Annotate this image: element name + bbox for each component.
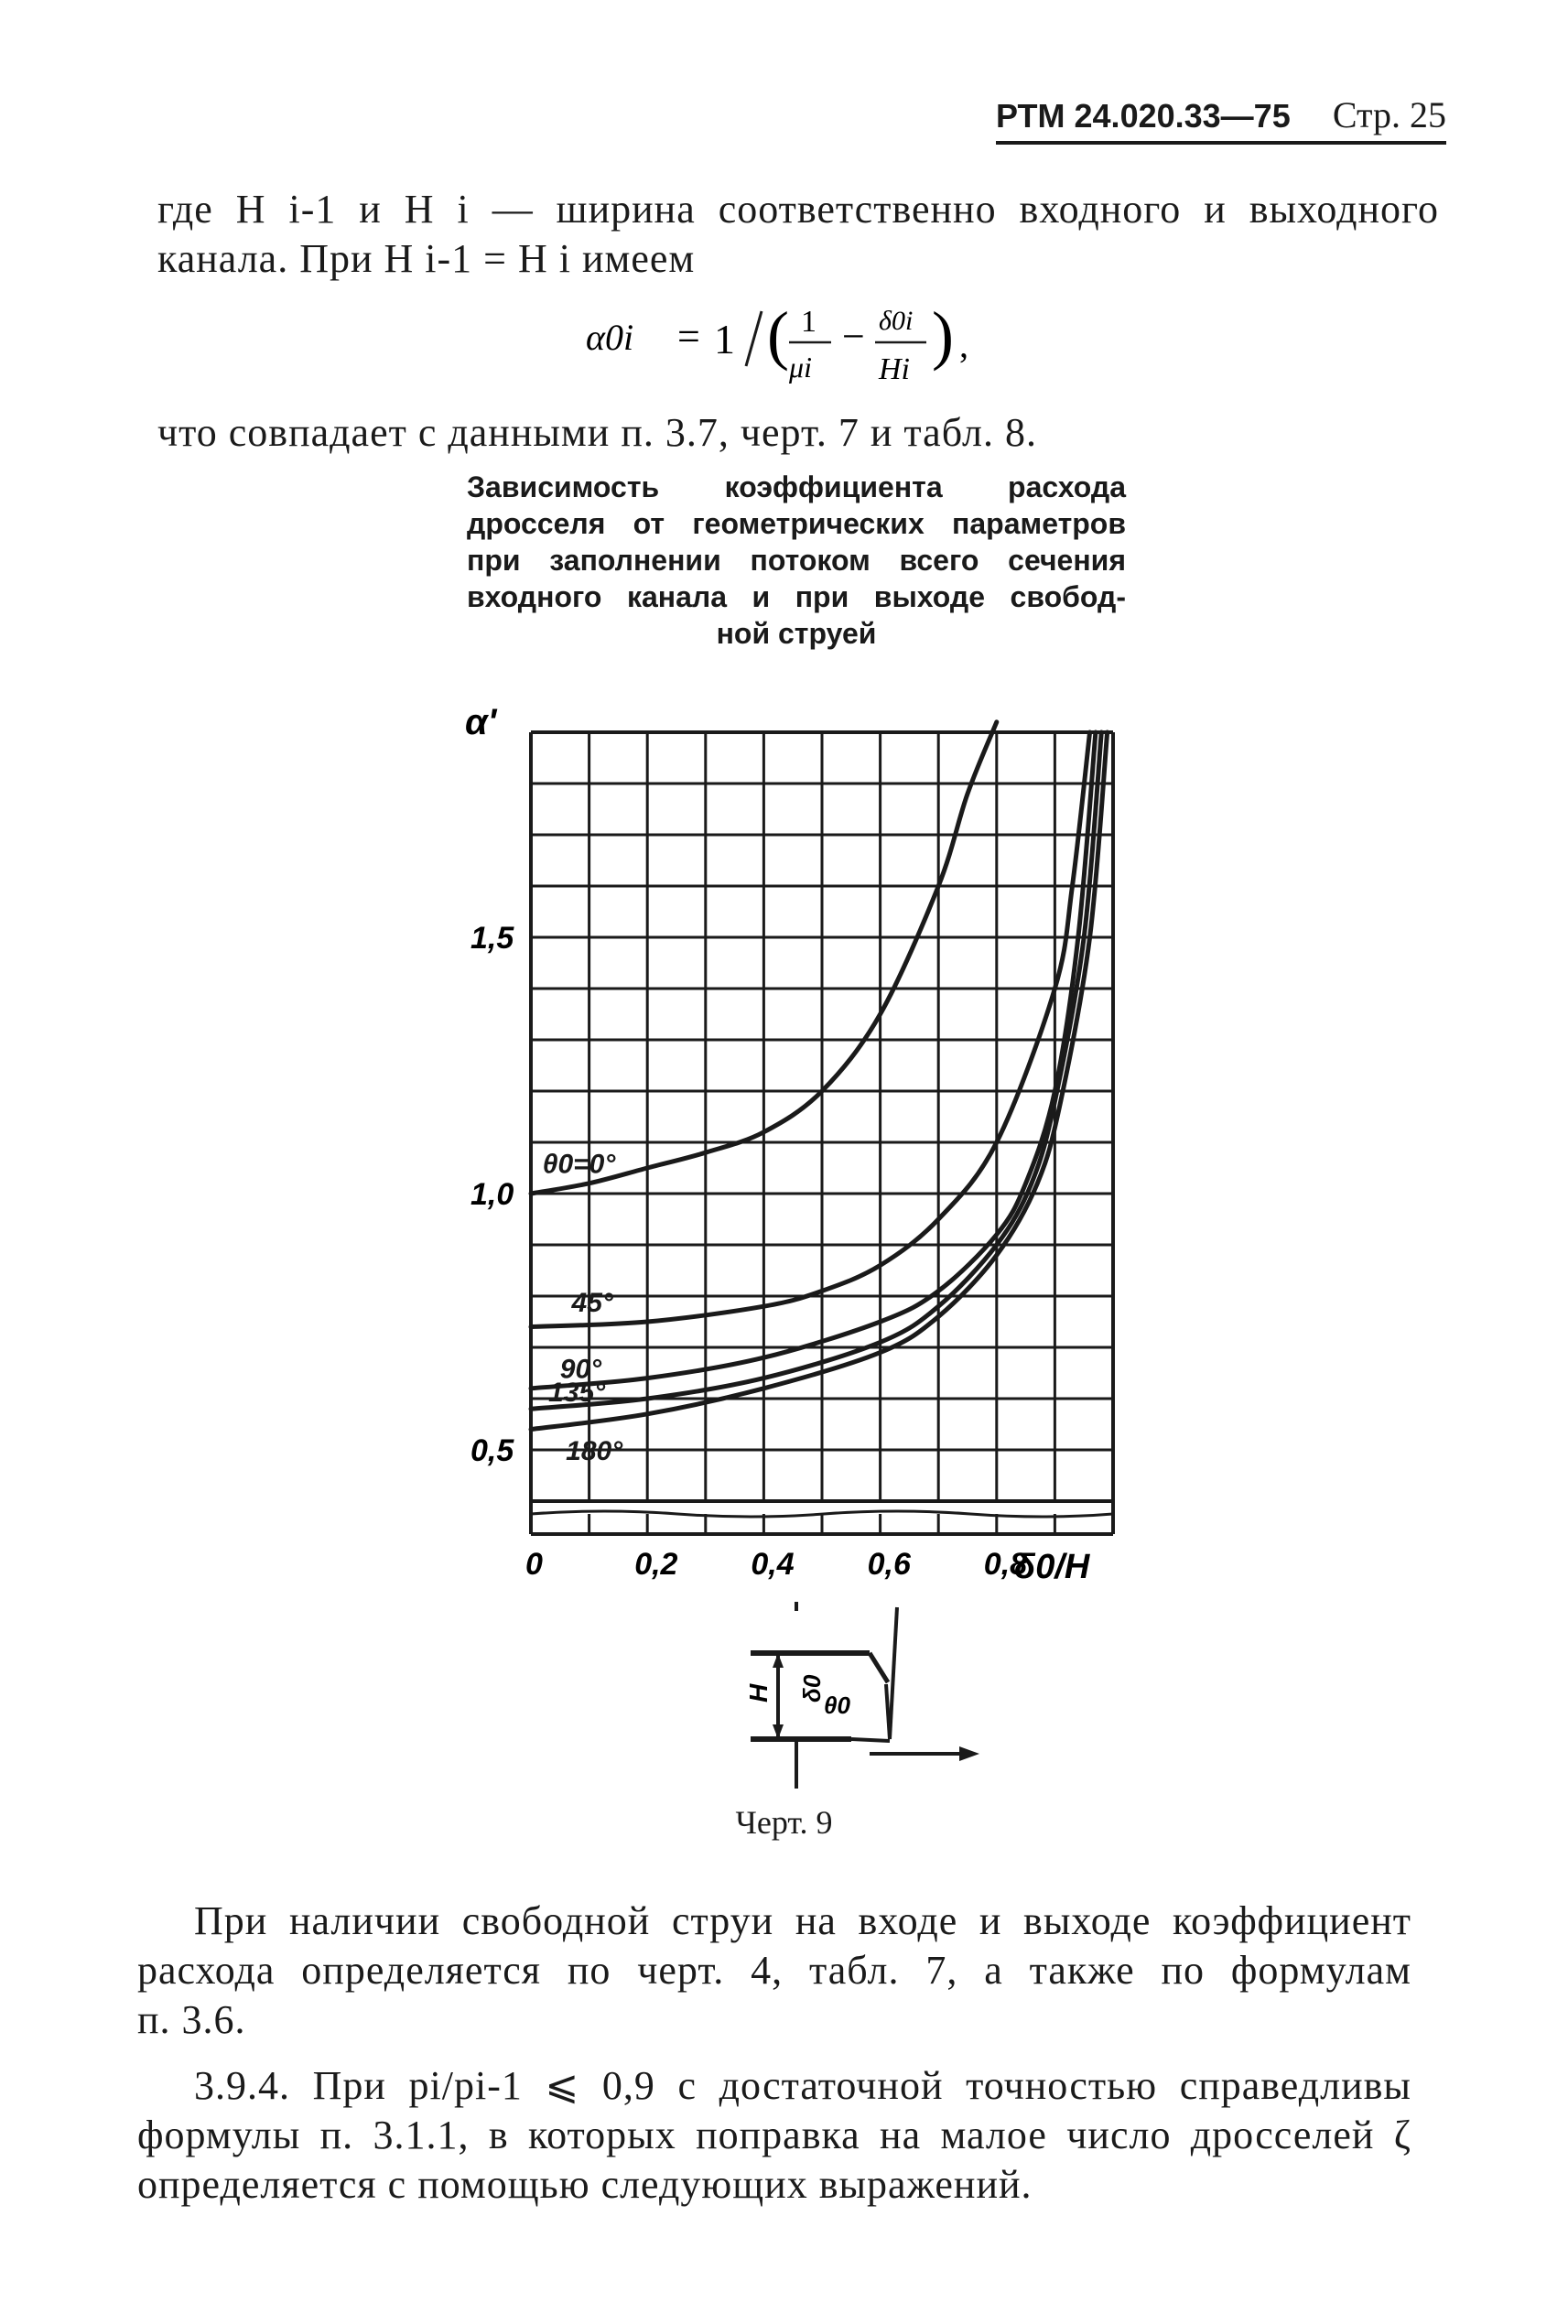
formula-delta: δ0i — [879, 306, 914, 336]
para3-line-2: формулы п. 3.1.1, в которых поправка на малое число дросселей ζ — [137, 2113, 1411, 2157]
caption-line: ной струей — [716, 617, 877, 650]
y-tick-label: 1,5 — [470, 921, 514, 956]
svg-text:,: , — [959, 324, 968, 365]
page-header — [996, 93, 1446, 145]
chart — [439, 696, 1153, 1611]
series-label: θ0=0° — [542, 1149, 616, 1180]
schematic-theta-label: θ0 — [824, 1692, 850, 1719]
para3-line-1: 3.9.4. При pi/pi-1 ⩽ 0,9 с достаточной точностью справедливы — [194, 2063, 1411, 2108]
schematic-h-label: H — [744, 1683, 773, 1702]
formula-h: Hi — [879, 352, 910, 386]
para2-line-3: п. 3.6. — [137, 1997, 246, 2042]
caption-line: при заполнении потоком всего сечения — [467, 544, 1126, 577]
formula-lhs: α0i — [586, 317, 634, 358]
caption-line: входного канала и при выходе свобод- — [467, 580, 1126, 613]
y-axis-label: α' — [465, 702, 497, 742]
svg-text:=: = — [677, 314, 700, 359]
formula-numerator-one: 1 — [801, 305, 816, 339]
series-line — [531, 732, 1096, 1389]
series-label: 135° — [548, 1377, 606, 1408]
series-label: 180° — [566, 1436, 623, 1467]
x-tick-label: 0,2 — [634, 1547, 678, 1582]
para2-line-2: расхода определяется по черт. 4, табл. 7, а также по формулам — [137, 1948, 1411, 1993]
chart-grid — [531, 732, 1113, 1534]
para2-line-1: При наличии свободной струи на входе и выходе коэффициент — [194, 1898, 1411, 1943]
x-tick-label: 0,6 — [867, 1547, 911, 1582]
schematic-delta-label: δ0 — [798, 1674, 826, 1702]
x-tick-label: 0,4 — [751, 1547, 795, 1582]
series-label: 45° — [571, 1287, 613, 1318]
svg-text:(: ( — [767, 298, 789, 372]
x-tick-label: 0,8 — [983, 1547, 1028, 1582]
schematic-diagram — [696, 1593, 1025, 1794]
formula-mu: μi — [789, 351, 812, 384]
after-formula-text: что совпадает с данными п. 3.7, черт. 7 и табл. 8. — [157, 410, 1037, 455]
formula — [586, 293, 1007, 394]
formula-one: 1 — [714, 316, 735, 362]
y-tick-label: 1,0 — [470, 1177, 514, 1212]
intro-line-2: канала. При H i-1 = H i имеем — [157, 236, 696, 281]
x-tick-label: 0 — [525, 1547, 543, 1582]
svg-text:−: − — [842, 314, 865, 359]
intro-line-1: где H i-1 и H i — ширина соответственно входного и выходного — [157, 187, 1439, 232]
svg-text:): ) — [932, 298, 954, 372]
page-number: Стр. 25 — [1332, 94, 1446, 135]
chart-labels — [470, 921, 1027, 1582]
caption-line: дросселя от геометрических параметров — [467, 507, 1126, 540]
series-label: 90° — [559, 1354, 602, 1385]
para3-line-3: определяется с помощью следующих выражений. — [137, 2162, 1033, 2207]
x-axis-label: δ0/H — [1014, 1548, 1090, 1586]
figure-label: Черт. 9 — [735, 1804, 833, 1841]
series-line — [531, 732, 1090, 1327]
y-tick-label: 0,5 — [470, 1433, 514, 1468]
figure-caption — [467, 469, 1126, 652]
document-code: РТМ 24.020.33—75 — [996, 97, 1291, 135]
caption-line: Зависимость коэффициента расхода — [467, 470, 1126, 503]
